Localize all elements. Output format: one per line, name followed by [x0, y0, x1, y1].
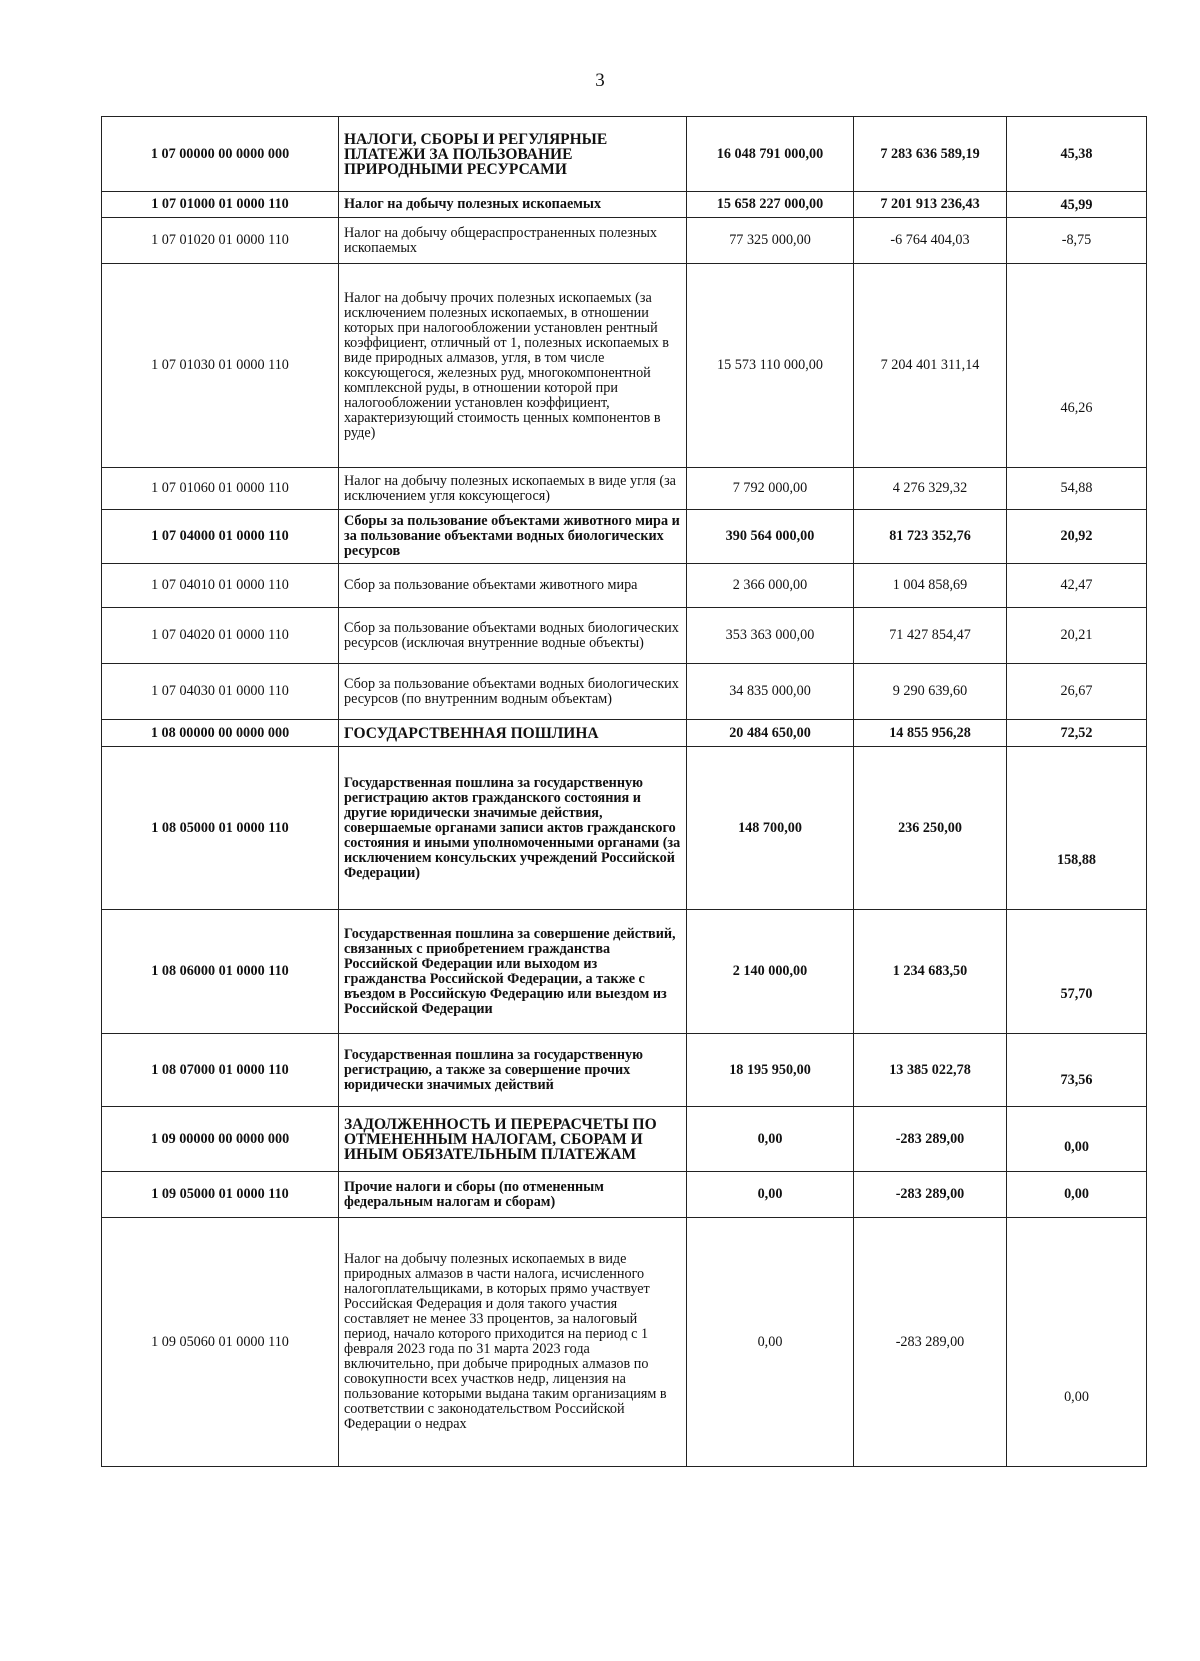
actual-amount-cell: -283 289,00	[854, 1107, 1007, 1172]
table-row	[102, 1107, 1147, 1172]
plan-amount-cell: 390 564 000,00	[687, 510, 854, 564]
table-row	[102, 1218, 1147, 1467]
table-row	[102, 192, 1147, 218]
plan-amount-cell: 7 792 000,00	[687, 468, 854, 510]
budget-code-cell: 1 07 04000 01 0000 110	[102, 510, 339, 564]
revenue-name-cell: Государственная пошлина за государственную регистрацию, а также за совершение прочих юридически значимых действий	[339, 1034, 687, 1107]
percent-cell: 20,92	[1007, 510, 1147, 564]
plan-amount-cell: 18 195 950,00	[687, 1034, 854, 1107]
plan-amount-cell: 15 573 110 000,00	[687, 264, 854, 468]
budget-code-cell: 1 07 01020 01 0000 110	[102, 218, 339, 264]
revenue-name-cell: Налог на добычу прочих полезных ископаемых (за исключением полезных ископаемых, в отношении которых при налогообложении установлен рентный коэффициент, отличный от 1, полезных ископаемых в виде природных алмазов, угля, в том числе коксующегося, железных руд, многокомпонентной комплексной руды, в отношении которой при налогообложении установлен коэффициент, характеризующий стоимость ценных компонентов в руде)	[339, 264, 687, 468]
budget-code-cell: 1 07 00000 00 0000 000	[102, 117, 339, 192]
table-row	[102, 910, 1147, 1034]
actual-amount-cell: 1 234 683,50	[854, 910, 1007, 1034]
actual-amount-cell: -283 289,00	[854, 1172, 1007, 1218]
percent-cell: 45,99	[1007, 192, 1147, 218]
plan-amount-cell: 2 366 000,00	[687, 564, 854, 608]
budget-code-cell: 1 09 05060 01 0000 110	[102, 1218, 339, 1467]
table-row	[102, 218, 1147, 264]
page-number: 3	[595, 70, 605, 91]
revenue-name-cell: ЗАДОЛЖЕННОСТЬ И ПЕРЕРАСЧЕТЫ ПО ОТМЕНЕННЫМ НАЛОГАМ, СБОРАМ И ИНЫМ ОБЯЗАТЕЛЬНЫМ ПЛАТЕЖАМ	[339, 1107, 687, 1172]
actual-amount-cell: 7 201 913 236,43	[854, 192, 1007, 218]
percent-cell: 42,47	[1007, 564, 1147, 608]
actual-amount-cell: 14 855 956,28	[854, 720, 1007, 747]
table-row	[102, 720, 1147, 747]
plan-amount-cell: 15 658 227 000,00	[687, 192, 854, 218]
budget-code-cell: 1 07 04010 01 0000 110	[102, 564, 339, 608]
revenue-name-cell: Сбор за пользование объектами животного мира	[339, 564, 687, 608]
actual-amount-cell: 7 204 401 311,14	[854, 264, 1007, 468]
actual-amount-cell: 9 290 639,60	[854, 664, 1007, 720]
plan-amount-cell: 77 325 000,00	[687, 218, 854, 264]
revenue-name-cell: ГОСУДАРСТВЕННАЯ ПОШЛИНА	[339, 720, 687, 747]
table-row	[102, 264, 1147, 468]
budget-code-cell: 1 07 01000 01 0000 110	[102, 192, 339, 218]
table-row	[102, 747, 1147, 910]
plan-amount-cell: 148 700,00	[687, 747, 854, 910]
budget-code-cell: 1 09 05000 01 0000 110	[102, 1172, 339, 1218]
table-row	[102, 564, 1147, 608]
revenue-name-cell: Сборы за пользование объектами животного мира и за пользование объектами водных биологических ресурсов	[339, 510, 687, 564]
table-row	[102, 1034, 1147, 1107]
actual-amount-cell: 81 723 352,76	[854, 510, 1007, 564]
plan-amount-cell: 0,00	[687, 1107, 854, 1172]
percent-cell: 158,88	[1007, 747, 1147, 910]
budget-code-cell: 1 07 01060 01 0000 110	[102, 468, 339, 510]
percent-cell: 73,56	[1007, 1034, 1147, 1107]
percent-cell: -8,75	[1007, 218, 1147, 264]
actual-amount-cell: 236 250,00	[854, 747, 1007, 910]
percent-cell: 0,00	[1007, 1107, 1147, 1172]
plan-amount-cell: 0,00	[687, 1172, 854, 1218]
actual-amount-cell: 4 276 329,32	[854, 468, 1007, 510]
actual-amount-cell: -283 289,00	[854, 1218, 1007, 1467]
percent-cell: 54,88	[1007, 468, 1147, 510]
plan-amount-cell: 20 484 650,00	[687, 720, 854, 747]
percent-cell: 46,26	[1007, 264, 1147, 468]
table-row	[102, 664, 1147, 720]
actual-amount-cell: 13 385 022,78	[854, 1034, 1007, 1107]
revenue-name-cell: Сбор за пользование объектами водных биологических ресурсов (исключая внутренние водные объекты)	[339, 608, 687, 664]
table-row	[102, 117, 1147, 192]
budget-code-cell: 1 08 05000 01 0000 110	[102, 747, 339, 910]
percent-cell: 57,70	[1007, 910, 1147, 1034]
revenue-name-cell: НАЛОГИ, СБОРЫ И РЕГУЛЯРНЫЕ ПЛАТЕЖИ ЗА ПОЛЬЗОВАНИЕ ПРИРОДНЫМИ РЕСУРСАМИ	[339, 117, 687, 192]
plan-amount-cell: 16 048 791 000,00	[687, 117, 854, 192]
plan-amount-cell: 2 140 000,00	[687, 910, 854, 1034]
budget-code-cell: 1 07 04030 01 0000 110	[102, 664, 339, 720]
plan-amount-cell: 0,00	[687, 1218, 854, 1467]
actual-amount-cell: 7 283 636 589,19	[854, 117, 1007, 192]
percent-cell: 0,00	[1007, 1218, 1147, 1467]
percent-cell: 0,00	[1007, 1172, 1147, 1218]
revenue-name-cell: Прочие налоги и сборы (по отмененным федеральным налогам и сборам)	[339, 1172, 687, 1218]
actual-amount-cell: 1 004 858,69	[854, 564, 1007, 608]
revenue-name-cell: Государственная пошлина за государственную регистрацию актов гражданского состояния и другие юридически значимые действия, совершаемые органами записи актов гражданского состояния и иными уполномоченными органами (за исключением консульских учреждений Российской Федерации)	[339, 747, 687, 910]
revenue-name-cell: Налог на добычу полезных ископаемых в виде природных алмазов в части налога, исчисленного налогоплательщиками, в которых прямо участвует Российская Федерация и доля такого участия составляет не менее 33 процентов, за налоговый период, начало которого приходится на период с 1 февраля 2023 года по 31 марта 2023 года включительно, при добыче природных алмазов по совокупности всех участков недр, лицензия на пользование которыми выдана таким организациям в соответствии с законодательством Российской Федерации о недрах	[339, 1218, 687, 1467]
table-row	[102, 608, 1147, 664]
percent-cell: 26,67	[1007, 664, 1147, 720]
percent-cell: 72,52	[1007, 720, 1147, 747]
revenue-name-cell: Налог на добычу полезных ископаемых	[339, 192, 687, 218]
plan-amount-cell: 353 363 000,00	[687, 608, 854, 664]
budget-table	[101, 116, 1147, 1467]
revenue-name-cell: Налог на добычу полезных ископаемых в виде угля (за исключением угля коксующегося)	[339, 468, 687, 510]
budget-code-cell: 1 08 06000 01 0000 110	[102, 910, 339, 1034]
table-row	[102, 1172, 1147, 1218]
actual-amount-cell: 71 427 854,47	[854, 608, 1007, 664]
table-row	[102, 510, 1147, 564]
percent-cell: 20,21	[1007, 608, 1147, 664]
actual-amount-cell: -6 764 404,03	[854, 218, 1007, 264]
budget-code-cell: 1 08 07000 01 0000 110	[102, 1034, 339, 1107]
table-row	[102, 468, 1147, 510]
revenue-name-cell: Налог на добычу общераспространенных полезных ископаемых	[339, 218, 687, 264]
percent-cell: 45,38	[1007, 117, 1147, 192]
revenue-name-cell: Государственная пошлина за совершение действий, связанных с приобретением гражданства Российской Федерации или выходом из гражданства Российской Федерации, а также с въездом в Российскую Федерацию или выездом из Российской Федерации	[339, 910, 687, 1034]
revenue-name-cell: Сбор за пользование объектами водных биологических ресурсов (по внутренним водным объектам)	[339, 664, 687, 720]
budget-code-cell: 1 09 00000 00 0000 000	[102, 1107, 339, 1172]
budget-code-cell: 1 08 00000 00 0000 000	[102, 720, 339, 747]
budget-code-cell: 1 07 04020 01 0000 110	[102, 608, 339, 664]
plan-amount-cell: 34 835 000,00	[687, 664, 854, 720]
budget-code-cell: 1 07 01030 01 0000 110	[102, 264, 339, 468]
